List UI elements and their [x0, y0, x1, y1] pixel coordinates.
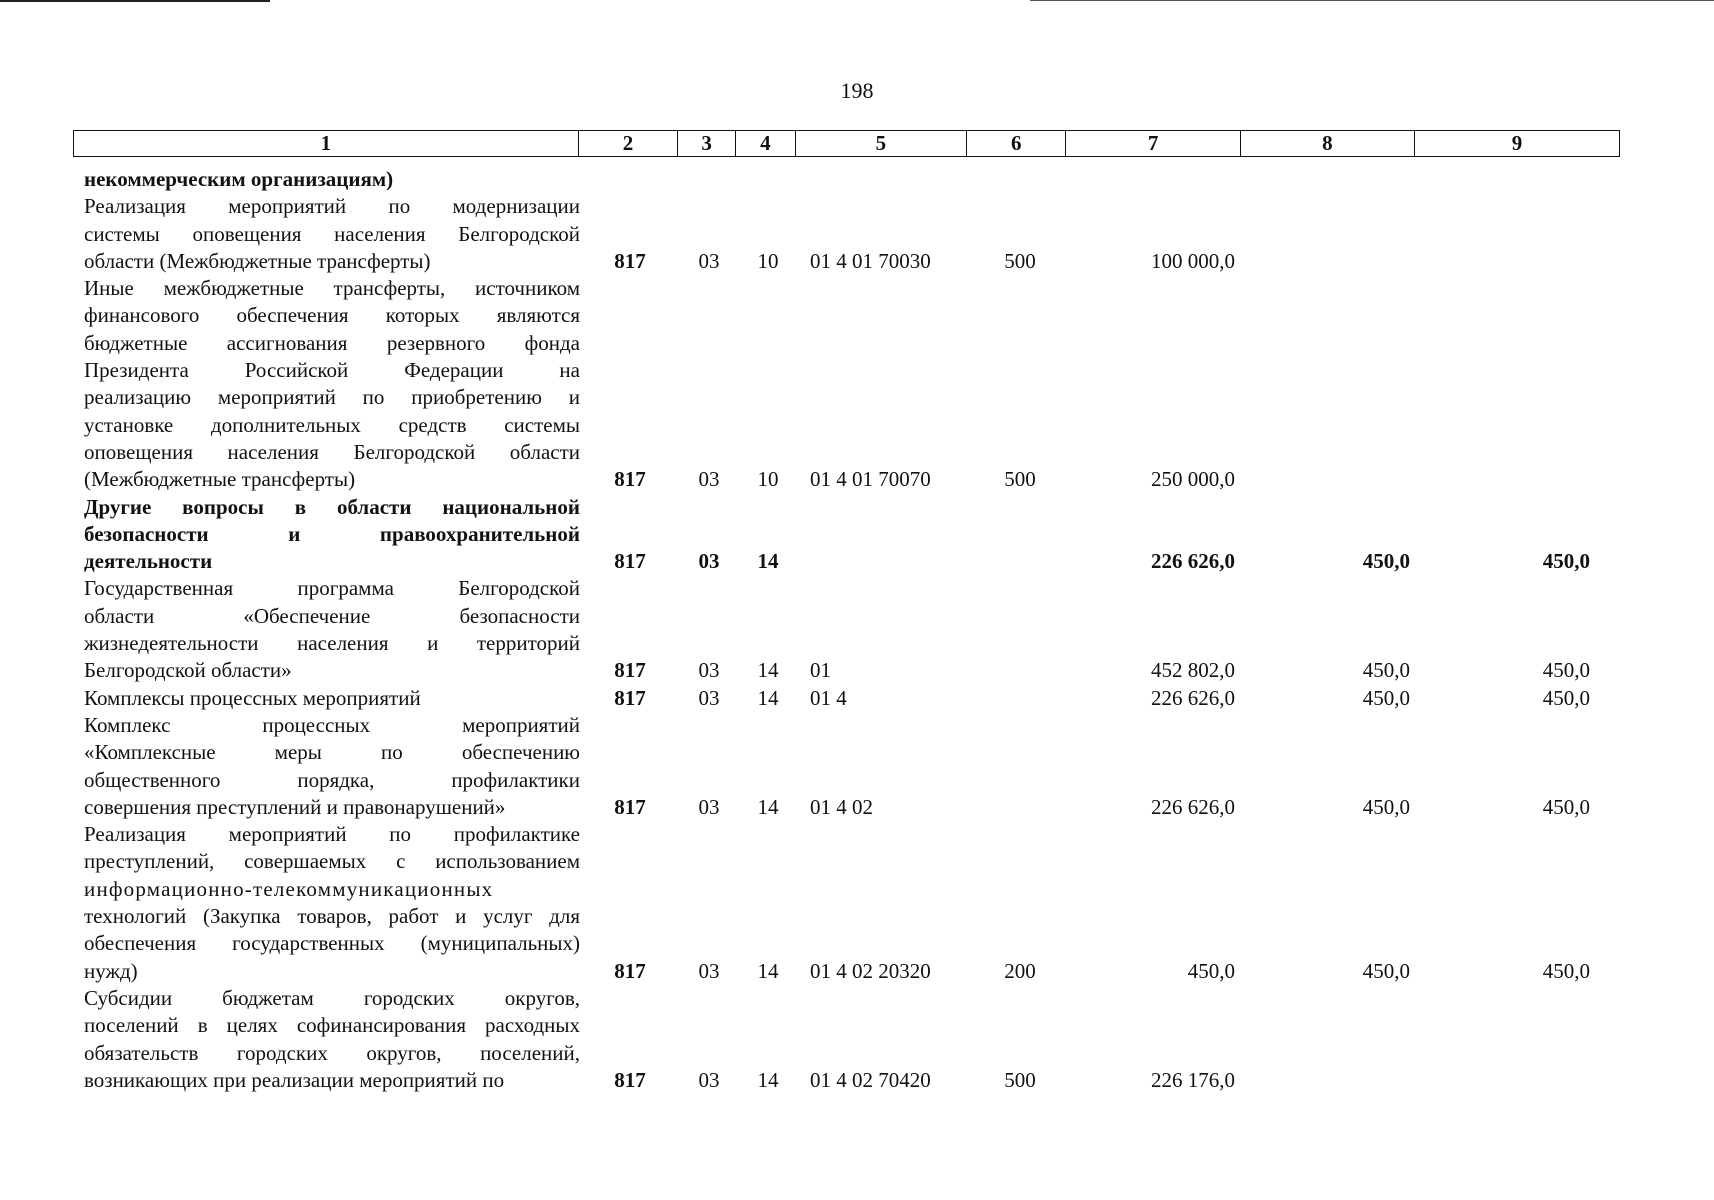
description-line: преступлений, совершаемых с использованием [84, 849, 580, 874]
code-target-article: 01 4 02 [810, 794, 873, 819]
code-section: 03 [698, 685, 720, 710]
description-line: реализацию мероприятий по приобретению и [84, 385, 580, 410]
amount-col-9: 450,0 [1542, 549, 1590, 574]
description-line: «Комплексные меры по обеспечению [84, 740, 580, 765]
row-description [73, 494, 580, 576]
scan-edge-line-left [0, 0, 270, 2]
description-line: поселений в целях софинансирования расходных [84, 1013, 580, 1038]
description-line: Реализация мероприятий по профилактике [84, 822, 580, 847]
code-admin: 817 [614, 467, 646, 492]
description-line: Государственная программа Белгородской [84, 576, 580, 601]
header-col-7: 7 [1066, 131, 1240, 156]
description-line: Иные межбюджетные трансферты, источником [84, 276, 580, 301]
table-row [73, 193, 1620, 275]
table-body [73, 166, 1620, 1094]
description-line: некоммерческим организациям) [84, 167, 394, 191]
table-row [73, 685, 1620, 712]
header-col-1: 1 [74, 131, 579, 156]
row-description [73, 985, 580, 1094]
code-admin: 817 [614, 549, 646, 574]
description-line: обеспечения государственных (муниципальных) [84, 931, 580, 956]
code-target-article: 01 4 01 70030 [810, 248, 931, 273]
description-line: (Межбюджетные трансферты) [84, 467, 356, 492]
amount-col-7: 226 626,0 [1151, 794, 1235, 819]
amount-col-7: 226 626,0 [1151, 685, 1235, 710]
description-line: Комплексы процессных мероприятий [84, 685, 421, 710]
row-description [73, 712, 580, 821]
code-subsection: 14 [757, 658, 779, 683]
header-col-6: 6 [967, 131, 1067, 156]
description-line: нужд) [84, 958, 138, 983]
description-line: Реализация мероприятий по модернизации [84, 194, 580, 219]
code-section: 03 [698, 958, 720, 983]
amount-col-7: 452 802,0 [1151, 658, 1235, 683]
code-target-article: 01 4 01 70070 [810, 467, 931, 492]
scan-edge-line-right [1030, 0, 1714, 1]
description-line: возникающих при реализации мероприятий по [84, 1067, 505, 1092]
table-row [73, 985, 1620, 1094]
table-row [73, 712, 1620, 821]
description-line: совершения преступлений и правонарушений» [84, 794, 506, 819]
description-line: Другие вопросы в области национальной [84, 494, 580, 519]
row-description [73, 166, 580, 193]
code-expense-type: 200 [1004, 958, 1036, 983]
description-line: обязательств городских округов, поселений, [84, 1040, 580, 1065]
description-line: финансового обеспечения которых являются [84, 303, 580, 328]
code-section: 03 [698, 467, 720, 492]
table-row [73, 275, 1620, 493]
page-number: 198 [840, 78, 874, 103]
code-subsection: 14 [757, 1067, 779, 1092]
description-line: установке дополнительных средств системы [84, 412, 580, 437]
code-subsection: 10 [757, 467, 779, 492]
description-line: оповещения населения Белгородской области [84, 439, 580, 464]
header-col-4: 4 [736, 131, 796, 156]
code-section: 03 [698, 549, 720, 574]
table-row [73, 494, 1620, 576]
row-description [73, 685, 580, 712]
amount-col-7: 450,0 [1187, 958, 1235, 983]
code-target-article: 01 4 02 20320 [810, 958, 931, 983]
header-col-9: 9 [1511, 131, 1523, 155]
table-row [73, 166, 1620, 193]
code-admin: 817 [614, 658, 646, 683]
amount-col-9: 450,0 [1542, 685, 1590, 710]
code-section: 03 [698, 1067, 720, 1092]
code-expense-type: 500 [1004, 248, 1036, 273]
description-line: Субсидии бюджетам городских округов, [84, 985, 580, 1010]
header-col-5: 5 [796, 131, 967, 156]
code-section: 03 [698, 658, 720, 683]
description-line: бюджетные ассигнования резервного фонда [84, 330, 580, 355]
description-line: деятельности [84, 549, 213, 574]
row-description [73, 193, 580, 275]
row-description [73, 275, 580, 493]
amount-col-7: 226 626,0 [1151, 549, 1235, 574]
amount-col-9: 450,0 [1542, 958, 1590, 983]
amount-col-8: 450,0 [1362, 658, 1410, 683]
description-line: Комплекс процессных мероприятий [84, 712, 580, 737]
table-header [73, 130, 1620, 157]
amount-col-8: 450,0 [1362, 685, 1410, 710]
amount-col-9: 450,0 [1542, 794, 1590, 819]
table-row [73, 575, 1620, 684]
description-line: Белгородской области» [84, 658, 292, 683]
description-line: области (Межбюджетные трансферты) [84, 248, 431, 273]
code-admin: 817 [614, 958, 646, 983]
code-section: 03 [698, 248, 720, 273]
code-subsection: 10 [757, 248, 779, 273]
code-admin: 817 [614, 794, 646, 819]
code-subsection: 14 [757, 685, 779, 710]
description-line: жизнедеятельности населения и территорий [84, 631, 580, 656]
amount-col-9: 450,0 [1542, 658, 1590, 683]
header-col-2: 2 [579, 131, 679, 156]
amount-col-7: 250 000,0 [1151, 467, 1235, 492]
code-expense-type: 500 [1004, 467, 1036, 492]
description-line: информационно-телекоммуникационных [84, 876, 494, 901]
row-description [73, 821, 580, 985]
table-row [73, 821, 1620, 985]
description-line: безопасности и правоохранительной [84, 521, 580, 546]
amount-col-8: 450,0 [1362, 794, 1410, 819]
amount-col-8: 450,0 [1362, 958, 1410, 983]
description-line: общественного порядка, профилактики [84, 767, 580, 792]
header-col-8: 8 [1241, 131, 1415, 156]
row-description [73, 575, 580, 684]
code-admin: 817 [614, 248, 646, 273]
code-target-article: 01 4 02 70420 [810, 1067, 931, 1092]
code-subsection: 14 [757, 549, 779, 574]
code-expense-type: 500 [1004, 1067, 1036, 1092]
description-line: Президента Российской Федерации на [84, 358, 580, 383]
description-line: технологий (Закупка товаров, работ и услуг для [84, 904, 580, 929]
code-section: 03 [698, 794, 720, 819]
description-line: системы оповещения населения Белгородской [84, 221, 580, 246]
code-subsection: 14 [757, 794, 779, 819]
amount-col-8: 450,0 [1362, 549, 1410, 574]
code-admin: 817 [614, 1067, 646, 1092]
code-subsection: 14 [757, 958, 779, 983]
amount-col-7: 226 176,0 [1151, 1067, 1235, 1092]
header-col-3: 3 [678, 131, 736, 156]
code-target-article: 01 4 [810, 685, 847, 710]
code-admin: 817 [614, 685, 646, 710]
amount-col-7: 100 000,0 [1151, 248, 1235, 273]
code-target-article: 01 [810, 658, 831, 683]
description-line: области «Обеспечение безопасности [84, 603, 580, 628]
